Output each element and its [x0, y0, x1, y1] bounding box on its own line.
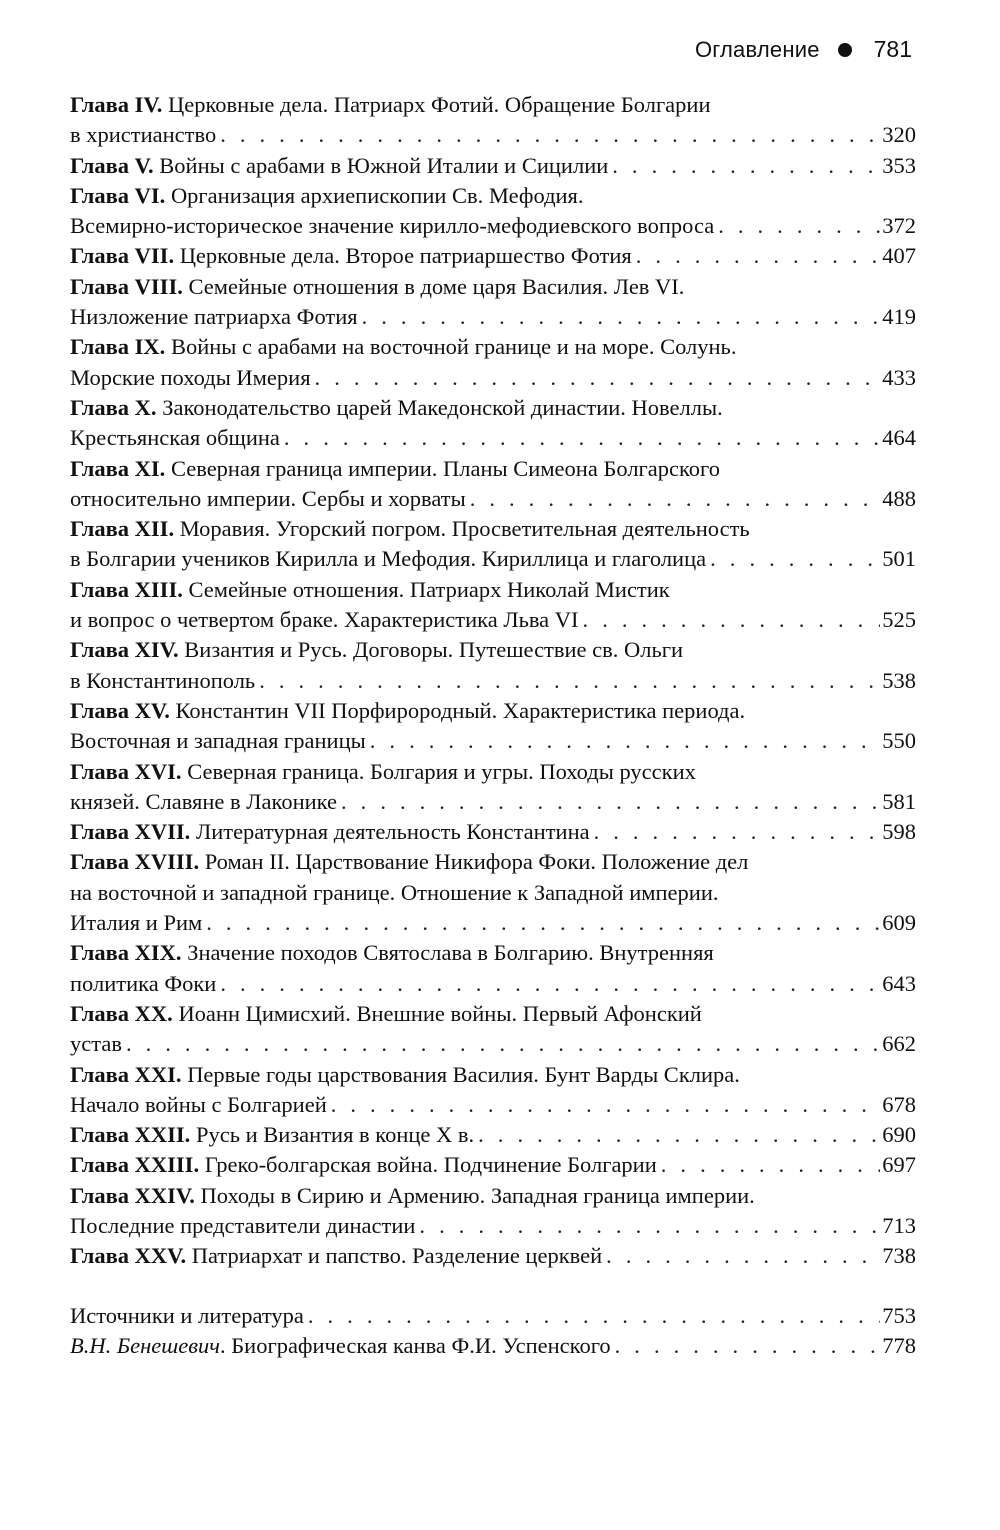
- dot-leader: [594, 817, 881, 847]
- dot-leader: [615, 1331, 881, 1361]
- chapter-title-cont: устав: [70, 1031, 122, 1057]
- chapter-label: Глава V.: [70, 152, 154, 178]
- chapter-title-cont: в Болгарии учеников Кирилла и Мефодия. Кириллица и глаголица: [70, 546, 707, 572]
- toc-entry: [70, 938, 916, 999]
- chapter-label: Глава XIV.: [70, 637, 179, 663]
- dot-leader: [478, 1120, 880, 1150]
- chapter-title-cont: политика Фоки: [70, 970, 217, 996]
- toc-entry: [70, 1060, 916, 1121]
- page-number: 781: [873, 36, 912, 62]
- chapter-label: Глава XX.: [70, 1000, 173, 1026]
- chapter-page: 501: [882, 546, 916, 572]
- chapter-page: 550: [882, 728, 916, 754]
- chapter-page: 407: [882, 243, 916, 269]
- dot-leader: [206, 908, 880, 938]
- chapter-title: Греко-болгарская война. Подчинение Болгарии: [199, 1152, 657, 1178]
- toc-entry: [70, 1181, 916, 1242]
- chapter-title-cont: Начало войны с Болгарией: [70, 1091, 327, 1117]
- dot-leader: [606, 1241, 880, 1271]
- dot-leader: [612, 151, 880, 181]
- toc-entry: [70, 696, 916, 757]
- chapter-title: Патриархат и папство. Разделение церквей: [186, 1243, 603, 1269]
- chapter-title-cont: Италия и Рим: [70, 910, 203, 936]
- chapter-page: 538: [882, 667, 916, 693]
- appendix-page: 778: [882, 1332, 916, 1358]
- chapter-title: Войны с арабами на восточной границе и на море. Солунь.: [165, 334, 737, 360]
- chapter-page: 464: [882, 425, 916, 451]
- chapter-title-cont: в христианство: [70, 122, 217, 148]
- toc-entry: [70, 514, 916, 575]
- chapter-page: 598: [882, 819, 916, 845]
- dot-leader: [126, 1029, 880, 1059]
- chapter-label: Глава XII.: [70, 516, 175, 542]
- toc-entry: [70, 575, 916, 636]
- chapter-title: Моравия. Угорский погром. Просветительная деятельность: [174, 516, 750, 542]
- appendix-page: 753: [882, 1302, 916, 1328]
- chapter-label: Глава XXII.: [70, 1122, 191, 1148]
- chapter-page: 609: [882, 910, 916, 936]
- chapter-label: Глава XXI.: [70, 1061, 182, 1087]
- dot-leader: [362, 302, 881, 332]
- toc-entry: [70, 393, 916, 454]
- dot-leader: [710, 544, 880, 574]
- chapter-title: Византия и Русь. Договоры. Путешествие св. Ольги: [178, 637, 684, 663]
- toc-entry: [70, 1241, 916, 1271]
- chapter-title: Северная граница империи. Планы Симеона Болгарского: [165, 455, 720, 481]
- toc-entry: [70, 635, 916, 696]
- chapter-label: Глава VI.: [70, 182, 166, 208]
- toc-entry: [70, 757, 916, 818]
- chapter-title-cont: Последние представители династии: [70, 1212, 416, 1238]
- chapter-title: Иоанн Цимисхий. Внешние войны. Первый Афонский: [172, 1000, 702, 1026]
- chapter-page: 581: [882, 788, 916, 814]
- chapter-title-cont: Морские походы Имерия: [70, 364, 311, 390]
- chapter-page: 713: [882, 1212, 916, 1238]
- dot-leader: [419, 1211, 880, 1241]
- dot-leader: [315, 363, 881, 393]
- chapter-title: Русь и Византия в конце X в.: [190, 1122, 475, 1148]
- toc-entry: [70, 1150, 916, 1180]
- chapter-title-cont: на восточной и западной границе. Отношение к Западной империи.: [70, 879, 719, 905]
- chapter-title: Северная граница. Болгария и угры. Походы русских: [181, 758, 696, 784]
- dot-leader: [259, 666, 880, 696]
- chapter-title: Семейные отношения. Патриарх Николай Мистик: [182, 576, 670, 602]
- toc-entry: [70, 241, 916, 271]
- toc-entry-sources: [70, 1301, 916, 1331]
- chapter-label: Глава IX.: [70, 334, 166, 360]
- chapter-title: Литературная деятельность Константина: [190, 819, 590, 845]
- chapter-label: Глава XXIII.: [70, 1152, 200, 1178]
- chapter-page: 697: [882, 1152, 916, 1178]
- toc-entry: [70, 272, 916, 333]
- chapter-page: 738: [882, 1243, 916, 1269]
- chapter-page: 372: [882, 213, 916, 239]
- chapter-title: Церковные дела. Патриарх Фотий. Обращение Болгарии: [162, 92, 711, 117]
- toc-entry: [70, 151, 916, 181]
- bullet-dot-icon: [838, 43, 852, 57]
- toc-entry: [70, 181, 916, 242]
- toc-entry: [70, 847, 916, 938]
- dot-leader: [220, 969, 880, 999]
- chapter-label: Глава XVII.: [70, 819, 191, 845]
- chapter-page: 662: [882, 1031, 916, 1057]
- chapter-title-cont: князей. Славяне в Лаконике: [70, 788, 338, 814]
- chapter-title-cont: относительно империи. Сербы и хорваты: [70, 485, 466, 511]
- chapter-title-cont: Низложение патриарха Фотия: [70, 304, 358, 330]
- chapter-label: Глава XV.: [70, 697, 170, 723]
- chapter-label: Глава X.: [70, 394, 157, 420]
- dot-leader: [220, 120, 880, 150]
- chapter-page: 353: [882, 152, 916, 178]
- chapter-title-cont: Крестьянская община: [70, 425, 280, 451]
- chapter-title-cont: Восточная и западная границы: [70, 728, 366, 754]
- chapter-title: Семейные отношения в доме царя Василия. Лев VI.: [182, 273, 685, 299]
- dot-leader: [636, 241, 880, 271]
- chapter-title: Войны с арабами в Южной Италии и Сицилии: [153, 152, 609, 178]
- dot-leader: [583, 605, 881, 635]
- chapter-page: 690: [882, 1122, 916, 1148]
- dot-leader: [661, 1150, 880, 1180]
- toc-entry: [70, 1120, 916, 1150]
- chapter-title-cont: Всемирно-историческое значение кирилло-мефодиевского вопроса: [70, 213, 715, 239]
- running-header: [695, 36, 912, 63]
- chapter-page: 320: [882, 122, 916, 148]
- toc-entry: [70, 817, 916, 847]
- chapter-label: Глава XXIV.: [70, 1182, 195, 1208]
- toc-entry-biography: [70, 1331, 916, 1361]
- section-spacer: [70, 1272, 916, 1301]
- dot-leader: [718, 211, 880, 241]
- dot-leader: [284, 423, 880, 453]
- dot-leader: [470, 484, 881, 514]
- chapter-page: 678: [882, 1091, 916, 1117]
- toc-entry: [70, 90, 916, 151]
- running-header-title: Оглавление: [694, 36, 820, 62]
- dot-leader: [370, 726, 880, 756]
- chapter-page: 433: [882, 364, 916, 390]
- chapter-label: Глава VII.: [70, 243, 175, 269]
- chapter-page: 525: [882, 607, 916, 633]
- appendix-title: Источники и литература: [70, 1302, 304, 1328]
- chapter-label: Глава XXV.: [70, 1243, 187, 1269]
- chapter-title: Первые годы царствования Василия. Бунт Варды Склира.: [181, 1061, 740, 1087]
- toc-entry: [70, 332, 916, 393]
- chapter-title-cont: и вопрос о четвертом браке. Характеристика Льва VI: [70, 607, 579, 633]
- chapter-label: Глава XIII.: [70, 576, 183, 602]
- chapter-page: 643: [882, 970, 916, 996]
- chapter-title: Законодательство царей Македонской династии. Новеллы.: [156, 394, 723, 420]
- chapter-label: Глава XVI.: [70, 758, 182, 784]
- dot-leader: [341, 787, 880, 817]
- chapter-page: 488: [882, 485, 916, 511]
- dot-leader: [308, 1301, 880, 1331]
- toc-entry: [70, 454, 916, 515]
- chapter-label: Глава XIX.: [70, 940, 182, 966]
- appendix-title: . Биографическая канва Ф.И. Успенского: [220, 1332, 611, 1358]
- chapter-title-cont: в Константинополь: [70, 667, 256, 693]
- dot-leader: [331, 1090, 881, 1120]
- chapter-title: Организация архиепископии Св. Мефодия.: [165, 182, 584, 208]
- chapter-title: Церковные дела. Второе патриаршество Фотия: [174, 243, 632, 269]
- chapter-page: 419: [882, 304, 916, 330]
- chapter-label: Глава XI.: [70, 455, 166, 481]
- chapter-title: Значение походов Святослава в Болгарию. Внутренняя: [181, 940, 714, 966]
- table-of-contents: [70, 90, 916, 1361]
- toc-entry: [70, 999, 916, 1060]
- chapter-title: Походы в Сирию и Армению. Западная граница империи.: [194, 1182, 755, 1208]
- chapter-label: Глава XVIII.: [70, 849, 200, 875]
- chapter-label: Глава VIII.: [70, 273, 183, 299]
- chapter-label: Глава IV.: [70, 92, 163, 117]
- chapter-title: Роман II. Царствование Никифора Фоки. Положение дел: [199, 849, 749, 875]
- chapter-title: Константин VII Порфирородный. Характеристика периода.: [169, 697, 746, 723]
- appendix-author: В.Н. Бенешевич: [70, 1332, 220, 1358]
